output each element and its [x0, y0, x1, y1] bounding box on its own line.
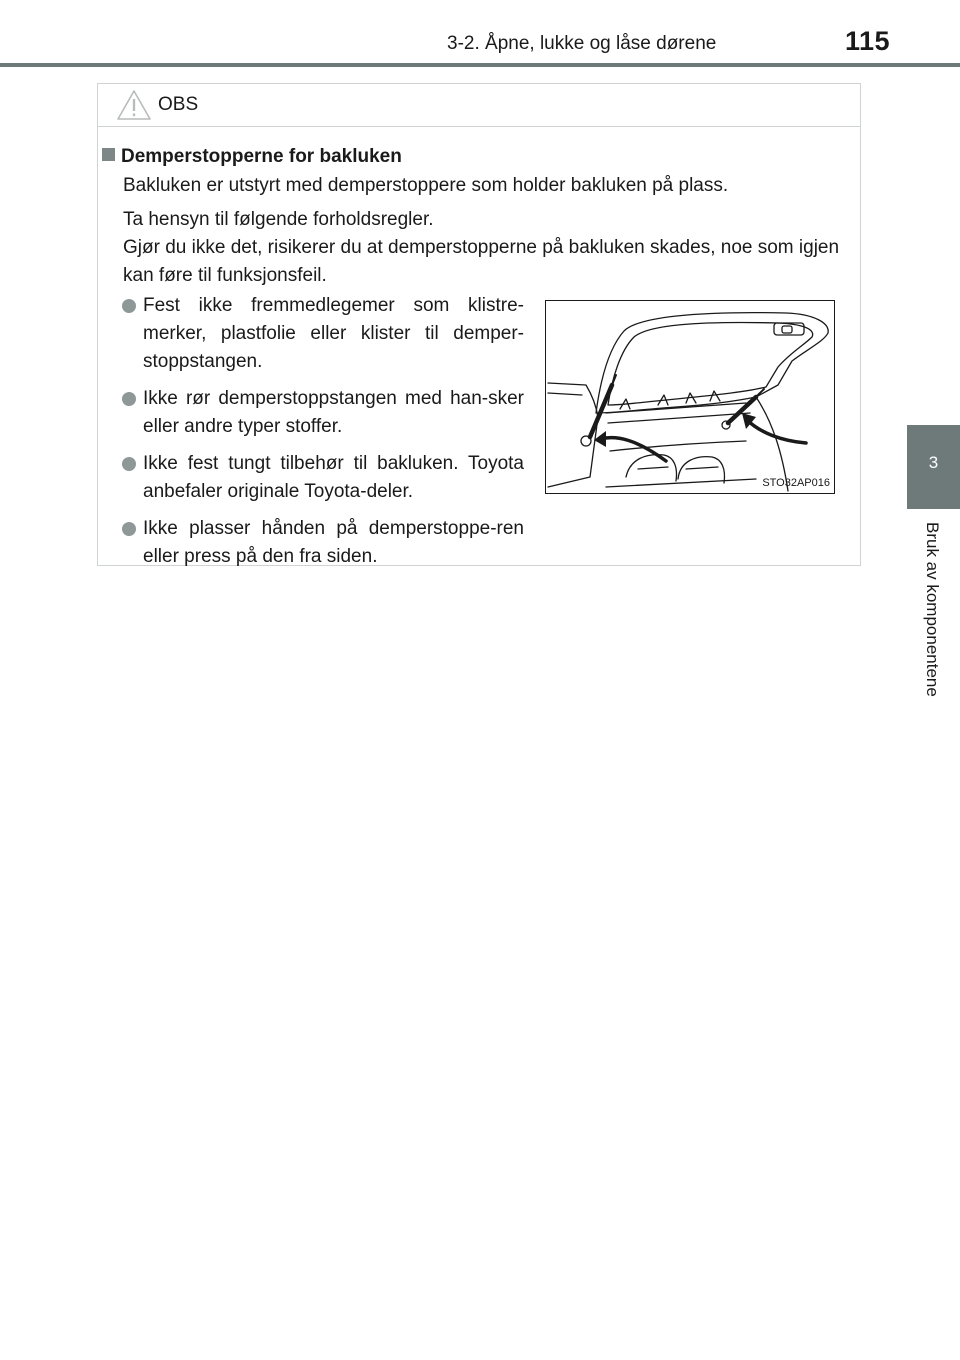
- list-item: [120, 292, 524, 376]
- section-heading-text: Demperstopperne for bakluken: [121, 146, 402, 167]
- list-item: [120, 385, 524, 441]
- list-item-text: Ikke plasser hånden på demperstoppe-ren eller press på den fra siden.: [143, 518, 524, 567]
- bullet-dot-icon: [122, 299, 136, 313]
- tailgate-drawing: [546, 301, 834, 493]
- page-number: 115: [845, 26, 891, 56]
- chapter-label: Bruk av komponentene: [923, 522, 942, 697]
- precaution-list: [120, 292, 524, 580]
- square-bullet-icon: [102, 148, 115, 161]
- precaution-intro: Ta hensyn til følgende forholdsregler.: [123, 209, 434, 230]
- bullet-dot-icon: [122, 457, 136, 471]
- intro-paragraph: Bakluken er utstyrt med demperstoppere som holder bakluken på plass.: [123, 175, 729, 196]
- list-item-text: Ikke fest tungt tilbehør til bakluken. Toyota anbefaler originale Toyota-deler.: [143, 453, 524, 502]
- caution-header: [98, 84, 860, 127]
- header-rule: [0, 63, 960, 67]
- section-heading: [102, 146, 402, 168]
- tailgate-illustration: [545, 300, 835, 494]
- chapter-number: 3: [928, 453, 939, 472]
- bullet-dot-icon: [122, 522, 136, 536]
- precaution-warning: Gjør du ikke det, risikerer du at demperstopperne på bakluken skades, noe som igjen kan føre til funksjonsfeil.: [123, 237, 840, 286]
- illustration-code: STO32AP016: [762, 477, 830, 489]
- list-item-text: Fest ikke fremmedlegemer som klistre-merker, plastfolie eller klister til demper-stoppstangen.: [143, 295, 524, 372]
- chapter-tab: [907, 425, 960, 509]
- list-item: [120, 450, 524, 506]
- caution-label: OBS: [158, 94, 199, 115]
- list-item-text: Ikke rør demperstoppstangen med han-sker eller andre typer stoffer.: [143, 388, 524, 437]
- header-title: 3-2. Åpne, lukke og låse dørene: [447, 33, 717, 54]
- caution-box: [97, 83, 861, 566]
- bullet-dot-icon: [122, 392, 136, 406]
- list-item: [120, 515, 524, 571]
- warning-triangle-icon: [115, 88, 153, 122]
